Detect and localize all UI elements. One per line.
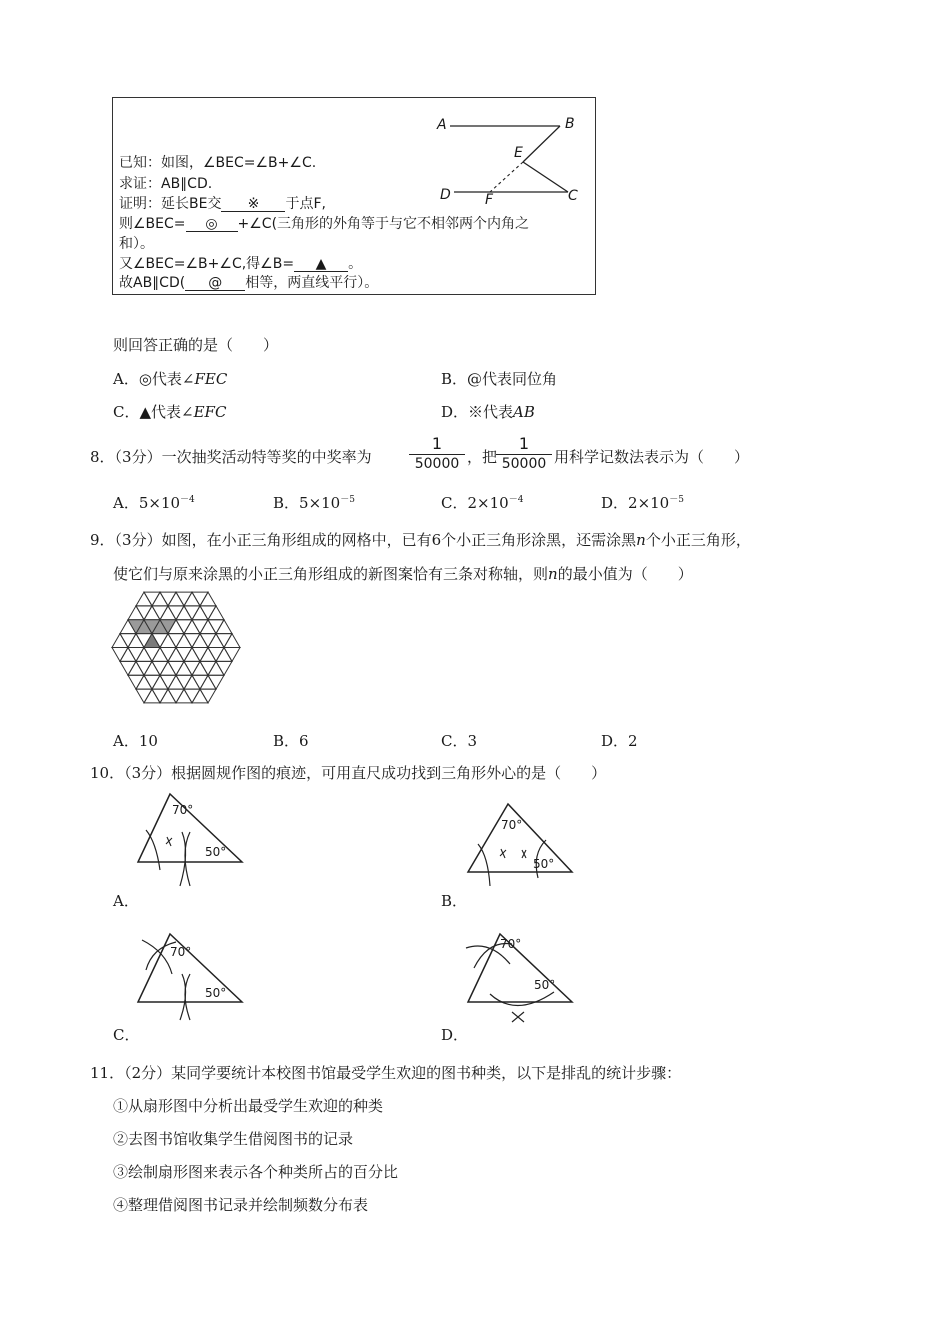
grid-triangle	[168, 592, 184, 606]
q10-option-a: A．	[113, 892, 139, 910]
grid-triangle	[176, 634, 192, 648]
proof-text: 故AB∥CD(	[119, 275, 186, 291]
grid-triangle	[184, 606, 200, 620]
proof-text: 相等，两直线平行）。	[245, 275, 379, 291]
stem-text: 的最小值为（ ）	[557, 565, 693, 583]
grid-triangle	[128, 661, 144, 675]
proof-line-prove: 求证：AB∥CD.	[119, 176, 213, 192]
grid-triangle	[208, 634, 224, 648]
grid-triangle	[200, 689, 216, 703]
grid-triangle	[176, 620, 192, 634]
proof-line-extend	[119, 193, 326, 213]
grid-triangle	[160, 592, 176, 606]
option-label: B．	[273, 732, 300, 750]
grid-triangle	[144, 661, 160, 675]
grid-triangle	[176, 606, 192, 620]
grid-triangle	[184, 675, 200, 689]
grid-triangle	[184, 634, 200, 648]
q7-stem: 则回答正确的是（ ）	[113, 336, 279, 354]
grid-triangle	[160, 661, 176, 675]
option-base: 2×10	[467, 494, 509, 512]
option-base: 5×10	[138, 494, 181, 512]
proof-text: 则∠BEC=	[119, 216, 186, 232]
grid-triangle	[160, 689, 176, 703]
label-d: D	[440, 187, 451, 203]
option-label: B．	[441, 370, 468, 388]
grid-triangle	[136, 661, 152, 675]
grid-triangle	[192, 620, 208, 634]
grid-triangle	[144, 606, 160, 620]
q11-step-4: ④整理借阅图书记录并绘制频数分布表	[113, 1196, 369, 1214]
q10-option-d: D．	[441, 1026, 469, 1044]
blank-triangle: ▲	[294, 257, 348, 272]
angle-label-top: 70°	[170, 945, 192, 959]
variable-n: n	[636, 531, 646, 549]
proof-text: 于点F,	[285, 196, 326, 212]
option-base: 2×10	[628, 494, 670, 512]
grid-triangle	[176, 661, 192, 675]
grid-triangle	[152, 675, 168, 689]
option-italic: EFC	[193, 403, 227, 421]
grid-triangle	[160, 606, 176, 620]
q11-step-3: ③绘制扇形图来表示各个种类所占的百分比	[113, 1163, 399, 1181]
grid-triangle	[216, 661, 232, 675]
grid-triangle	[168, 648, 184, 662]
option-label: D．	[601, 732, 629, 750]
q8-fraction-2	[496, 434, 552, 473]
fraction-denominator: 50000	[501, 456, 547, 472]
grid-triangle	[112, 634, 128, 648]
q10-stem: 10．（3分）根据圆规作图的痕迹，可用直尺成功找到三角形外心的是（ ）	[90, 764, 607, 782]
grid-triangle	[136, 648, 152, 662]
stem-text: 个小正三角形，	[645, 531, 751, 549]
proof-line-exterior-angle	[119, 213, 529, 233]
grid-triangle	[120, 634, 136, 648]
grid-triangle	[136, 592, 152, 606]
q8-stem-pre: 8．（3分）一次抽奖活动特等奖的中奖率为	[90, 448, 372, 466]
option-text: 6	[299, 732, 309, 750]
grid-triangle	[144, 592, 160, 606]
q8-option-c	[441, 492, 523, 513]
q7-option-a	[113, 368, 227, 389]
option-text: ※代表	[468, 403, 514, 421]
q8-option-d	[601, 492, 684, 513]
grid-triangle	[184, 648, 200, 662]
grid-triangle	[192, 648, 208, 662]
grid-triangle	[160, 675, 176, 689]
grid-triangle	[208, 675, 224, 689]
fraction-numerator: 1	[409, 434, 465, 455]
grid-triangle	[176, 675, 192, 689]
grid-triangle	[128, 675, 144, 689]
grid-triangle	[192, 661, 208, 675]
grid-triangle	[216, 648, 232, 662]
label-b: B	[565, 116, 575, 132]
grid-triangle	[136, 689, 152, 703]
grid-triangle	[192, 634, 208, 648]
q8-fraction-1	[409, 434, 465, 473]
angle-label-top: 70°	[500, 937, 522, 951]
option-label: B．	[273, 494, 300, 512]
fraction-denominator: 50000	[414, 456, 460, 472]
q11-stem: 11．（2分）某同学要统计本校图书馆最受学生欢迎的图书种类，以下是排乱的统计步骤：	[90, 1064, 682, 1082]
grid-triangle	[192, 592, 208, 606]
q8-option-b	[273, 492, 355, 513]
blank-at: @	[185, 276, 245, 291]
proof-text: 证明：延长BE交	[119, 196, 222, 212]
grid-triangle	[136, 675, 152, 689]
grid-triangle	[168, 606, 184, 620]
grid-triangle	[200, 606, 216, 620]
grid-triangle	[168, 689, 184, 703]
fraction-numerator: 1	[496, 434, 552, 455]
proof-line-deduce	[119, 253, 362, 273]
grid-triangle	[112, 648, 128, 662]
option-exponent: －5	[669, 495, 684, 505]
grid-triangle	[128, 634, 144, 648]
grid-triangle	[136, 606, 152, 620]
option-exponent: －4	[508, 495, 524, 505]
grid-triangle	[128, 648, 144, 662]
proof-line-given: 已知：如图，∠BEC=∠B+∠C.	[119, 155, 317, 171]
grid-triangle	[168, 661, 184, 675]
q9-option-c	[441, 730, 477, 751]
grid-triangle	[192, 606, 208, 620]
label-c: C	[568, 188, 578, 204]
grid-triangle	[184, 689, 200, 703]
q8-stem-mid: ，把	[467, 448, 498, 466]
variable-n: n	[548, 565, 558, 583]
angle-label-top: 70°	[501, 818, 523, 832]
option-label: D．	[601, 494, 629, 512]
grid-triangle	[120, 648, 136, 662]
grid-triangle	[176, 689, 192, 703]
compass-figure-b	[466, 800, 576, 890]
q8-stem-post: 用科学记数法表示为（ ）	[554, 448, 750, 466]
grid-triangle	[120, 661, 136, 675]
q10-option-b: B．	[441, 892, 468, 910]
option-text: 3	[467, 732, 478, 750]
grid-triangle	[208, 606, 224, 620]
grid-triangle	[168, 634, 184, 648]
option-label: D．	[441, 403, 469, 421]
grid-triangle	[224, 634, 240, 648]
angle-label-right: 50°	[205, 845, 227, 859]
q9-option-d	[601, 730, 638, 751]
grid-triangle	[208, 620, 224, 634]
q8-option-a	[113, 492, 195, 513]
option-label: A．	[113, 732, 139, 750]
angle-label-right: 50°	[534, 978, 556, 992]
proof-line-sum: 和）。	[119, 236, 154, 252]
angle-label-right: 50°	[533, 857, 555, 871]
grid-triangle	[200, 661, 216, 675]
option-exponent: －5	[340, 495, 355, 505]
grid-triangle	[200, 675, 216, 689]
option-italic: AB	[513, 403, 535, 421]
option-text: ▲代表∠	[139, 403, 194, 421]
option-text: ◎代表∠	[138, 370, 195, 388]
grid-triangle	[144, 648, 160, 662]
option-text: 10	[138, 732, 158, 750]
q11-step-2: ②去图书馆收集学生借阅图书的记录	[113, 1130, 354, 1148]
q11-step-1: ①从扇形图中分析出最受学生欢迎的种类	[113, 1097, 384, 1115]
grid-triangle	[200, 620, 216, 634]
option-label: A．	[113, 494, 139, 512]
option-text: @代表同位角	[467, 370, 558, 388]
grid-triangle	[224, 648, 240, 662]
grid-triangle	[152, 648, 168, 662]
angle-label-right: 50°	[205, 986, 227, 1000]
option-label: C．	[441, 732, 468, 750]
grid-triangle	[152, 592, 168, 606]
option-text: 2	[628, 732, 638, 750]
grid-triangle	[128, 606, 144, 620]
proof-text: 又∠BEC=∠B+∠C,得∠B=	[119, 256, 295, 272]
q9-stem-line1	[90, 529, 751, 550]
shaded-triangle	[144, 634, 160, 648]
option-exponent: －4	[180, 495, 195, 505]
q10-option-c: C．	[113, 1026, 140, 1044]
grid-triangle	[152, 689, 168, 703]
q7-option-c	[113, 401, 226, 422]
grid-triangle	[152, 661, 168, 675]
grid-triangle	[192, 675, 208, 689]
grid-triangle	[160, 648, 176, 662]
proof-text: +∠C(三角形的外角等于与它不相邻两个内角之	[237, 216, 530, 232]
grid-triangle	[216, 634, 232, 648]
label-e: E	[514, 145, 523, 161]
option-base: 5×10	[299, 494, 341, 512]
grid-triangle	[216, 620, 232, 634]
option-label: C．	[441, 494, 468, 512]
grid-triangle	[184, 592, 200, 606]
grid-triangle	[160, 634, 176, 648]
blank-reference-mark: ※	[221, 197, 285, 212]
grid-triangle	[184, 661, 200, 675]
angle-label-top: 70°	[172, 803, 194, 817]
option-label: A．	[113, 370, 139, 388]
q9-option-b	[273, 730, 309, 751]
label-a: A	[437, 117, 447, 133]
grid-triangle	[200, 634, 216, 648]
grid-triangle	[200, 648, 216, 662]
option-italic: FEC	[194, 370, 228, 388]
triangle-grid-hexagon	[110, 590, 242, 705]
q9-stem-line2	[113, 563, 693, 584]
grid-triangle	[152, 606, 168, 620]
label-f: F	[485, 192, 494, 208]
grid-triangle	[192, 689, 208, 703]
grid-triangle	[208, 648, 224, 662]
stem-text: 使它们与原来涂黑的小正三角形组成的新图案恰有三条对称轴，则	[113, 565, 549, 583]
proof-text: 。	[348, 256, 363, 272]
q7-option-d	[441, 401, 535, 422]
grid-triangle	[184, 620, 200, 634]
grid-triangle	[208, 661, 224, 675]
q7-option-b	[441, 368, 557, 389]
grid-triangle	[168, 675, 184, 689]
q9-option-a	[113, 730, 158, 751]
grid-triangle	[176, 648, 192, 662]
option-label: C．	[113, 403, 140, 421]
stem-text: 9．（3分）如图，在小正三角形组成的网格中，已有6个小正三角形涂黑，还需涂黑	[90, 531, 637, 549]
grid-triangle	[200, 592, 216, 606]
proof-line-conclusion	[119, 272, 378, 292]
grid-triangle	[144, 675, 160, 689]
grid-triangle	[176, 592, 192, 606]
grid-triangle	[144, 689, 160, 703]
blank-bullseye: ◎	[186, 217, 238, 232]
